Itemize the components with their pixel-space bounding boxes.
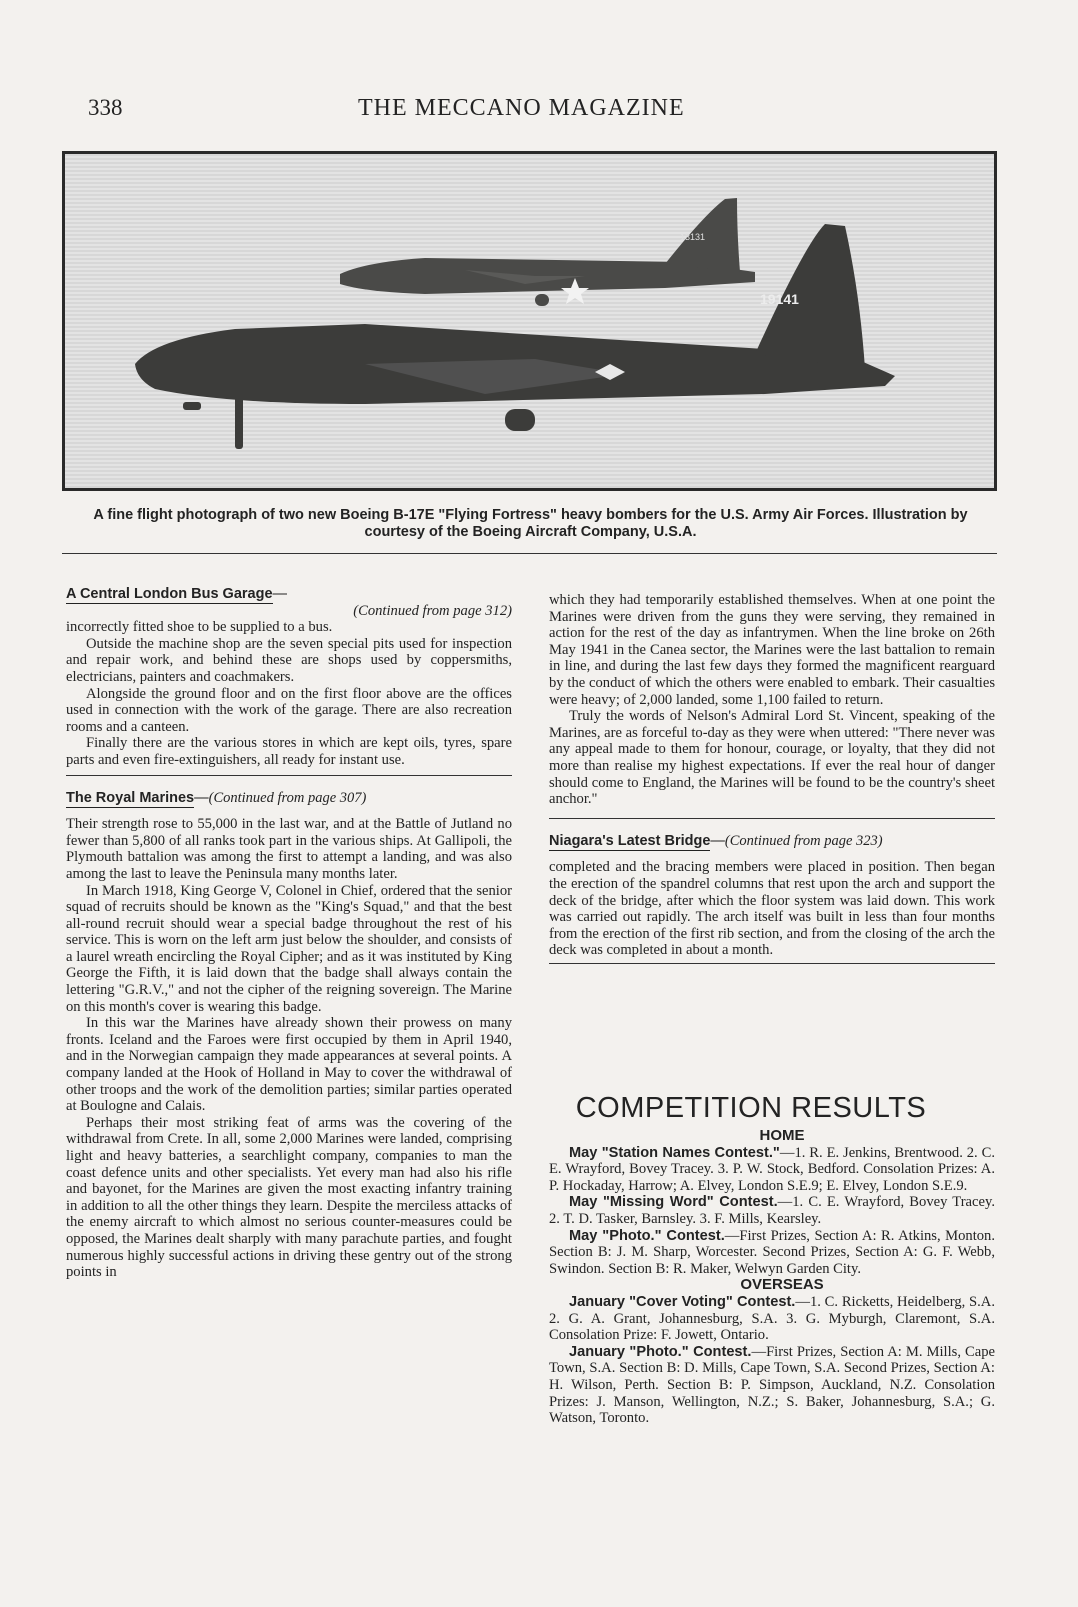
page-number: 338 bbox=[88, 95, 123, 120]
small-bomber-icon bbox=[340, 198, 755, 306]
marines-continuation-paragraph: Truly the words of Nelson's Admiral Lord St. Vincent, speaking of the Marines, are as forceful to-day as they were when uttered: "There never was any appeal made to them for honour, courage, or loyalty, that they did not more than realise my highest expectations. If ever the real hour of danger should come to England, the Marines will be found to be the country's sheet anchor." bbox=[549, 708, 995, 808]
marines-paragraph: In March 1918, King George V, Colonel in Chief, ordered that the senior squad of recruits should be known as the "King's Squad," and that the best all-round recruit should wear a special badge throughout the rest of his service. This is worn on the left arm just below the shoulder, and consists of a laurel wreath encircling the Royal Cipher; and as it was instituted by King George the Fifth, it is laid down that the badge shall always contain the lettering "G.R.V.," and not the cipher of the reigning sovereign. The Marine on this month's cover is wearing this badge. bbox=[66, 882, 512, 1015]
tail-number-small: 13131 bbox=[680, 232, 706, 242]
photo-caption: A fine flight photograph of two new Boeing B-17E "Flying Fortress" heavy bombers for the U.S. Army Air Forces. Illustration by courtesy of the Boeing Aircraft Company, U.S.A. bbox=[93, 507, 968, 540]
bus-heading: A Central London Bus Garage— bbox=[66, 586, 288, 602]
section-rule bbox=[549, 818, 995, 819]
competition-results bbox=[549, 1128, 995, 1427]
marines-paragraph: Perhaps their most striking feat of arms was the covering of the withdrawal from Crete. In all, some 2,000 Marines were landed, comprising light and heavy batteries, a searchlight company, companies to man the coast defence units and other specialists. Yet every man had also his rifle and bayonet, for the Marines are given the most exacting infantry training in addition to all the other things they learn. Despite the merciless attacks of the enemy aircraft to which almost no serious counter-measures could be opposed, the Marines dealt sharply with many parachute parties, and fought numerous highly successful actions in driving these gentry out of the strong points in bbox=[66, 1114, 512, 1281]
niagara-paragraph: completed and the bracing members were placed in position. Then began the erection of the spandrel columns that rest upon the arch and support the deck of the bridge, after which the floor system was laid down. This work was carried out rapidly. The arch itself was built in less than four months from the erection of the first rib section, and from the closing of the arch the deck was completed in about a month. bbox=[549, 859, 995, 959]
large-bomber-icon bbox=[135, 224, 895, 449]
result-entry: May "Missing Word" Contest.—1. C. E. Wrayford, Bovey Tracey. 2. T. D. Tasker, Barnsley. 3. F. Mills, Kearsley. bbox=[549, 1194, 995, 1227]
bus-paragraph: Alongside the ground floor and on the first floor above are the offices used in connection with the work of the garage. There are also recreation rooms and a canteen. bbox=[66, 685, 512, 735]
marines-paragraph: In this war the Marines have already shown their prowess on many fronts. Iceland and the Faroes were first occupied by them in April 1940, and in the Norwegian campaign they made appearances at several points. A company landed at the Hook of Holland in May to cover the withdrawal of other troops and the work of the demolition parties; similar parties operated at Boulogne and Calais. bbox=[66, 1015, 512, 1115]
overseas-label: OVERSEAS bbox=[740, 1276, 824, 1294]
result-entry: January "Photo." Contest.—First Prizes, Section A: M. Mills, Cape Town, S.A. Section B: D. Mills, Cape Town, S.A. Second Prizes, Section A: H. Wilson, Perth. Section B: P. Simpson, Auckland, N.Z. Consolation Prizes: J. Manson, Wellington, N.Z.; S. Baker, Johannesburg, S.A.; G. Watson, Toronto. bbox=[549, 1343, 995, 1427]
bus-paragraph: Outside the machine shop are the seven special pits used for inspection and repair work, and behind these are shops used by coppersmiths, electricians, painters and coachmakers. bbox=[66, 635, 512, 685]
bus-continued: (Continued from page 312) bbox=[353, 602, 512, 619]
magazine-title: THE MECCANO MAGAZINE bbox=[358, 95, 685, 121]
bus-paragraph: incorrectly fitted shoe to be supplied to a bus. bbox=[66, 619, 333, 636]
niagara-heading: Niagara's Latest Bridge—(Continued from page 323) bbox=[549, 832, 883, 849]
result-entry: May "Photo." Contest.—First Prizes, Section A: R. Atkins, Monton. Section B: J. M. Sharp, Worcester. Second Prizes, Section A: G. F. Webb, Swindon. Section B: R. Maker, Welwyn Garden City. bbox=[549, 1227, 995, 1277]
section-rule bbox=[549, 963, 995, 964]
b17-bombers-photo bbox=[62, 151, 997, 491]
result-entry: January "Cover Voting" Contest.—1. C. Ricketts, Heidelberg, S.A. 2. G. A. Grant, Johannesburg, S.A. 3. G. Myburgh, Claremont, S.A. Consolation Prize: F. Jowett, Ontario. bbox=[549, 1293, 995, 1344]
caption-rule bbox=[62, 553, 997, 554]
section-rule bbox=[66, 775, 512, 776]
home-label: HOME bbox=[759, 1127, 805, 1144]
bus-paragraph: Finally there are the various stores in which are kept oils, tyres, spare parts and even fire-extinguishers, all ready for instant use. bbox=[66, 735, 512, 768]
left-column bbox=[66, 586, 512, 1281]
competition-title: COMPETITION RESULTS bbox=[575, 1092, 927, 1124]
result-entry: May "Station Names Contest."—1. R. E. Jenkins, Brentwood. 2. C. E. Wrayford, Bovey Tracey. 3. P. W. Stock, Bedford. Consolation Prizes: A. P. Hockaday, Harrow; A. Elvey, London S.E.9; E. Elvey, London S.E.9. bbox=[549, 1144, 995, 1194]
right-column bbox=[549, 592, 995, 964]
bombers-illustration bbox=[65, 154, 994, 488]
marines-heading: The Royal Marines—(Continued from page 307) bbox=[66, 789, 367, 806]
marines-continuation-paragraph: which they had temporarily established themselves. When at one point the Marines were driven from the guns they were serving, they remained in action for the rest of the day as infantrymen. When the line broke on 26th May 1941 in the Canea sector, the Marines were the last battalion to remain in line, and during the last few days they formed the magnificent rearguard by the conduct of which the others were enabled to embark. Their casualties were heavy; of 2,000 landed, some 1,100 failed to return. bbox=[549, 592, 995, 708]
marines-paragraph: Their strength rose to 55,000 in the last war, and at the Battle of Jutland no fewer than 5,800 of all ranks took part in the various ships. At Gallipoli, the Plymouth battalion was among the first to attempt a landing, and was also among the last to leave the Peninsula many months later. bbox=[66, 816, 512, 882]
tail-number-large: 19141 bbox=[760, 291, 799, 307]
